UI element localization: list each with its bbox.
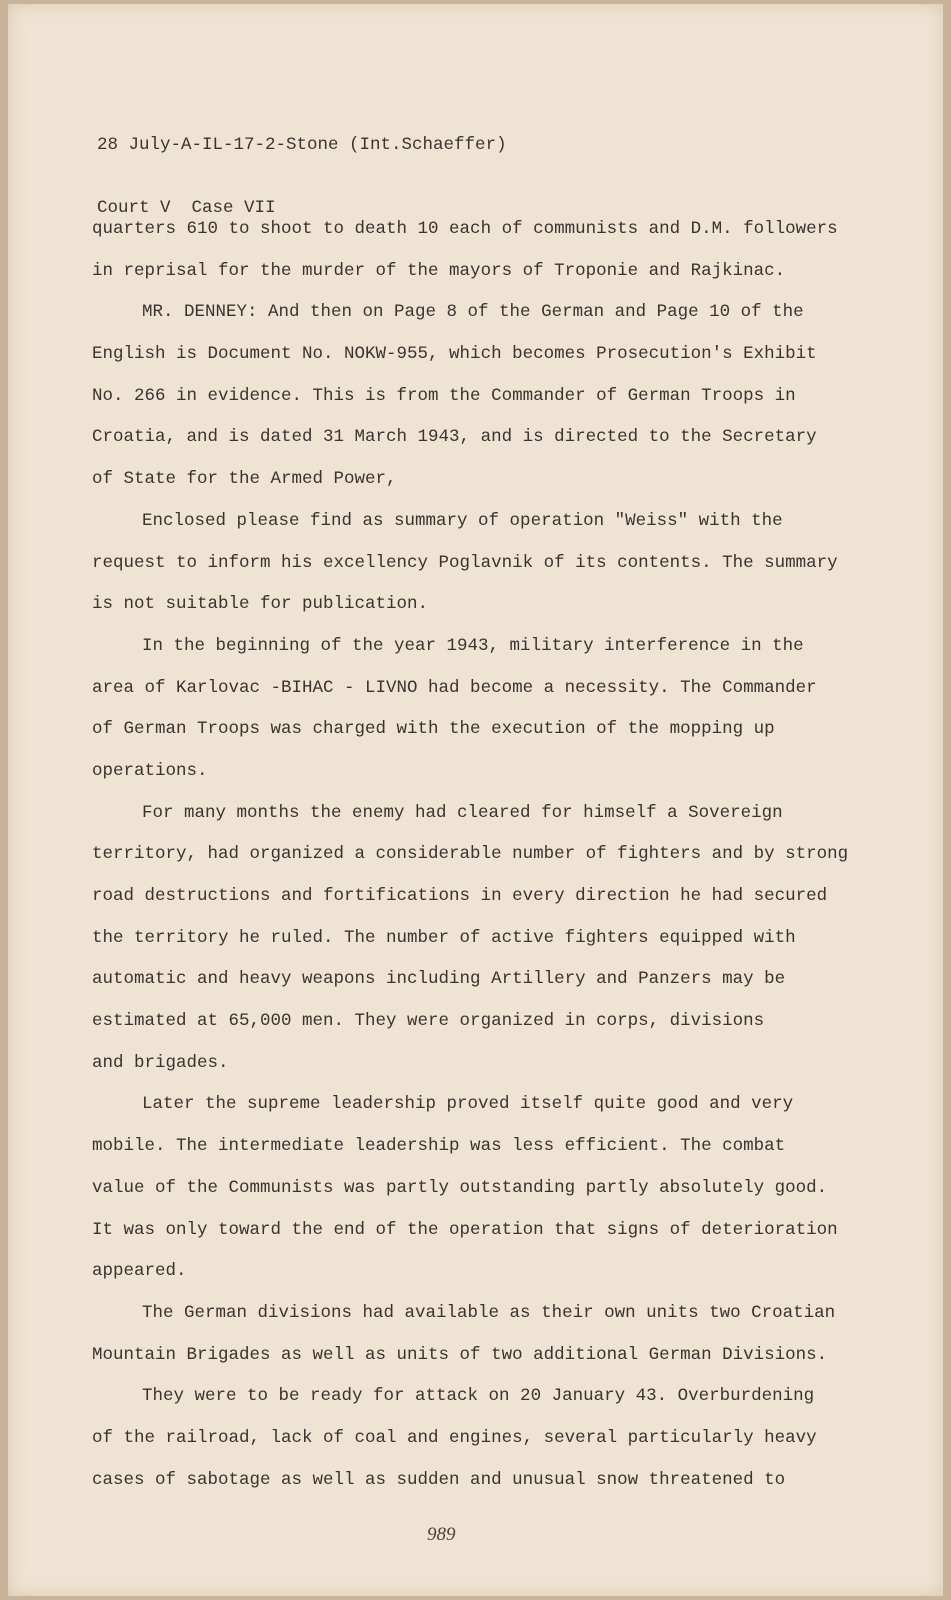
text-line: Later the supreme leadership proved itself quite good and very bbox=[142, 1094, 794, 1115]
header-line-2: Court V Case VII bbox=[97, 198, 276, 218]
text-line: The German divisions had available as their own units two Croatian bbox=[142, 1302, 836, 1323]
text-line: cases of sabotage as well as sudden and unusual snow threatened to bbox=[92, 1469, 786, 1490]
text-line: area of Karlovac -BIHAC - LIVNO had become a necessity. The Commander bbox=[92, 677, 817, 698]
text-line: of the railroad, lack of coal and engines, several particularly heavy bbox=[92, 1427, 817, 1448]
text-line: In the beginning of the year 1943, military interference in the bbox=[142, 635, 804, 656]
text-line: of State for the Armed Power, bbox=[92, 469, 397, 490]
text-line: territory, had organized a considerable number of fighters and by strong bbox=[92, 844, 849, 865]
text-line: quarters 610 to shoot to death 10 each of communists and D.M. followers bbox=[92, 219, 838, 239]
text-line: For many months the enemy had cleared for himself a Sovereign bbox=[142, 802, 783, 823]
text-line: estimated at 65,000 men. They were organized in corps, divisions bbox=[92, 1011, 765, 1032]
text-line: in reprisal for the murder of the mayors of Troponie and Rajkinac. bbox=[92, 260, 786, 281]
text-line: No. 266 in evidence. This is from the Commander of German Troops in bbox=[92, 385, 796, 406]
text-line: is not suitable for publication. bbox=[92, 594, 429, 615]
text-line: It was only toward the end of the operation that signs of deterioration bbox=[92, 1219, 838, 1240]
text-line: the territory he ruled. The number of active fighters equipped with bbox=[92, 927, 796, 948]
text-line: operations. bbox=[92, 760, 208, 781]
text-line: Mountain Brigades as well as units of two additional German Divisions. bbox=[92, 1344, 828, 1365]
text-line: of German Troops was charged with the execution of the mopping up bbox=[92, 719, 775, 740]
text-line: They were to be ready for attack on 20 January 43. Overburdening bbox=[142, 1386, 815, 1407]
page-number: 989 bbox=[427, 1524, 456, 1545]
header-line-1: 28 July-A-IL-17-2-Stone (Int.Schaeffer) bbox=[97, 135, 507, 155]
text-line: and brigades. bbox=[92, 1052, 229, 1073]
text-line: road destructions and fortifications in every direction he had secured bbox=[92, 886, 828, 906]
text-line: value of the Communists was partly outstanding partly absolutely good. bbox=[92, 1177, 828, 1198]
text-line: request to inform his excellency Poglavnik of its contents. The summary bbox=[92, 552, 838, 573]
text-line: Croatia, and is dated 31 March 1943, and is directed to the Secretary bbox=[92, 427, 817, 448]
text-line: automatic and heavy weapons including Artillery and Panzers may be bbox=[92, 969, 786, 990]
text-line: mobile. The intermediate leadership was less efficient. The combat bbox=[92, 1136, 786, 1157]
text-line: MR. DENNEY: And then on Page 8 of the German and Page 10 of the bbox=[142, 302, 804, 323]
document-page bbox=[8, 4, 943, 1596]
text-line: English is Document No. NOKW-955, which becomes Prosecution's Exhibit bbox=[92, 344, 817, 365]
document-body bbox=[92, 209, 852, 1501]
text-line: Enclosed please find as summary of operation "Weiss" with the bbox=[142, 510, 783, 531]
text-line: appeared. bbox=[92, 1261, 187, 1282]
